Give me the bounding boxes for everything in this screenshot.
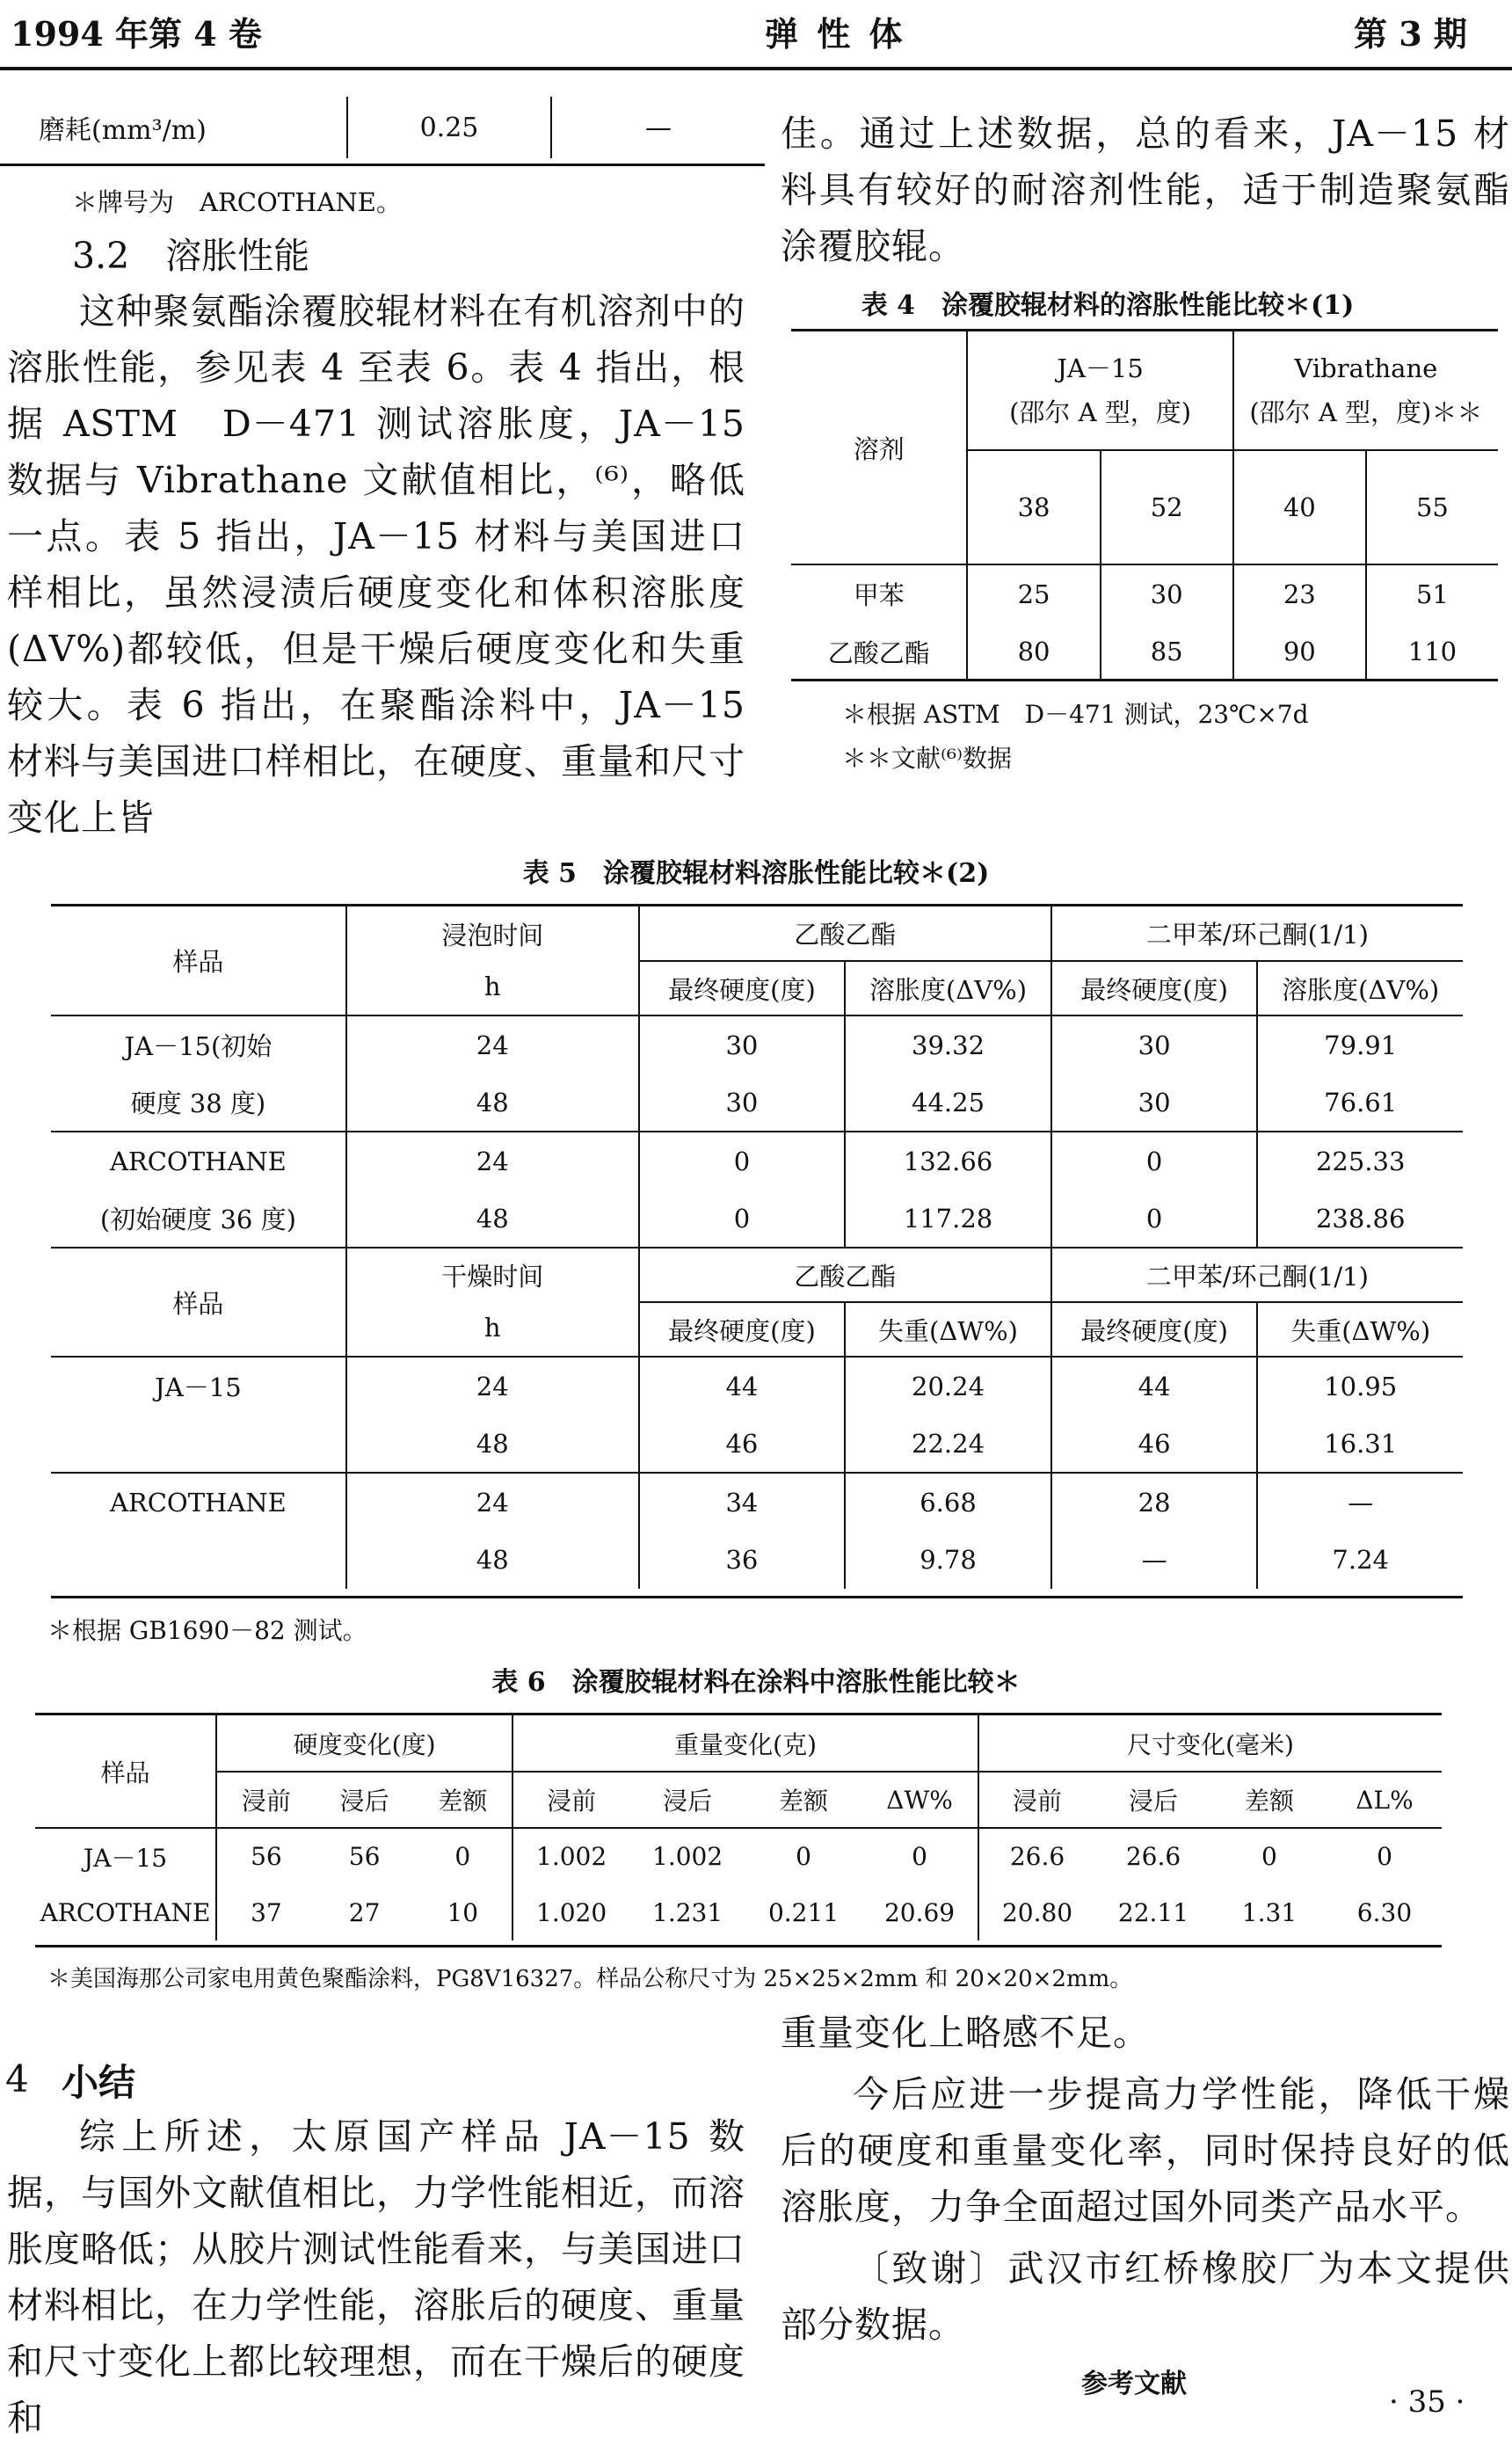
table5-cell: 30 xyxy=(1051,1074,1258,1132)
table5-swell: 溶胀度(ΔV%) xyxy=(845,961,1051,1016)
table5-sample-name: 硬度 38 度) xyxy=(51,1074,346,1132)
table5-cell: 10.95 xyxy=(1324,1371,1398,1401)
table6-cell: 0 xyxy=(861,1828,978,1884)
table5-cell: 46 xyxy=(1051,1415,1258,1473)
section-4-title: 小结 xyxy=(62,2061,136,2104)
table5-final-hardness: 最终硬度(度) xyxy=(1051,961,1258,1016)
table6-cell: 26.6 xyxy=(1009,1842,1065,1871)
table5-cell: 24 xyxy=(346,1473,639,1531)
table5-final-hardness: 最终硬度(度) xyxy=(639,1302,846,1357)
table4-cell: 85 xyxy=(1101,622,1233,681)
table6-cell: 22.11 xyxy=(1117,1897,1189,1927)
table5-cell: — xyxy=(1051,1531,1258,1589)
table6-cell: 37 xyxy=(251,1897,282,1927)
table5-note: ＊根据 GB1690－82 测试。 xyxy=(47,1616,367,1645)
table6-cell: 0 xyxy=(1261,1842,1277,1871)
table5-cell: — xyxy=(1348,1487,1374,1518)
table6-cell: 0 xyxy=(1377,1842,1392,1871)
references-heading: 参考文献 xyxy=(1081,2369,1187,2399)
table5-dry-time-unit: h xyxy=(483,1313,501,1343)
table5-weight-loss: 失重(ΔW%) xyxy=(845,1302,1051,1357)
table6-col-after: 浸后 xyxy=(316,1772,414,1828)
table6-cell: 0 xyxy=(796,1842,811,1871)
table5-cell: 48 xyxy=(346,1190,639,1248)
table4-caption: 表 4 涂覆胶辊材料的溶胀性能比较＊(1) xyxy=(861,290,1355,321)
header-volume: 1994 年第 4 卷 xyxy=(11,14,262,54)
table6-cell: 20.69 xyxy=(861,1884,978,1940)
table6-cell: JA－15 xyxy=(35,1828,216,1884)
table5-cell: 16.31 xyxy=(1324,1428,1398,1459)
table-row xyxy=(51,1190,1463,1248)
table6-cell: 1.31 xyxy=(1241,1897,1298,1927)
table6-cell: 20.80 xyxy=(1001,1897,1073,1927)
table6-hardness-group: 硬度变化(度) xyxy=(216,1715,512,1772)
table4-ja15-header: JA－15 xyxy=(1057,353,1144,383)
table5-soak-time-unit: h xyxy=(483,971,501,1001)
abrasion-label: 磨耗(mm³/m) xyxy=(0,97,347,158)
table5-solvent-1: 乙酸乙酯 xyxy=(639,1248,1051,1302)
table5-cell: 0 xyxy=(1051,1132,1258,1190)
table5-final-hardness: 最终硬度(度) xyxy=(639,961,846,1016)
table4-hardness: 52 xyxy=(1101,450,1233,564)
table5-cell: 20.24 xyxy=(845,1357,1051,1415)
table5-cell: 48 xyxy=(346,1415,639,1473)
table-row xyxy=(51,1074,1463,1132)
paragraph-conclusion-part: 佳。通过上述数据，总的看来，JA－15 材料具有较好的耐溶剂性能，适于制造聚氨酯涂覆胶辊。 xyxy=(781,113,1510,267)
table5-soak-time-header: 浸泡时间 xyxy=(441,920,544,950)
table5-cell: 30 xyxy=(1051,1016,1258,1074)
table5-cell: 48 xyxy=(346,1074,639,1132)
table6-cell: 0.211 xyxy=(767,1897,840,1927)
table4-cell: 23 xyxy=(1233,564,1366,622)
table6-cell: 10 xyxy=(413,1884,512,1940)
table6-cell: 0 xyxy=(413,1828,512,1884)
paragraph-summary: 综上所述，太原国产样品 JA－15 数据，与国外文献值相比，力学性能相近，而溶胀度略低；从胶片测试性能看来，与美国进口材料相比，在力学性能，溶胀后的硬度、重量和尺寸变化上都比较理想，而在干燥后的硬度和 xyxy=(7,2115,745,2439)
table5-weight-loss: 失重(ΔW%) xyxy=(1257,1302,1463,1357)
table4-note-2: ＊＊文献⁽⁶⁾数据 xyxy=(842,744,1012,773)
table5-solvent-1: 乙酸乙酯 xyxy=(639,906,1051,961)
table6-cell: 6.30 xyxy=(1356,1897,1413,1927)
table4-hardness: 38 xyxy=(967,450,1100,564)
table5-dry-time-header: 干燥时间 xyxy=(441,1262,544,1292)
abrasion-value-1: 0.25 xyxy=(347,97,551,158)
table5-cell: 0 xyxy=(639,1190,846,1248)
table-row xyxy=(51,1016,1463,1074)
table5-cell: 48 xyxy=(346,1531,639,1589)
abrasion-value-2: — xyxy=(644,112,672,143)
paragraph-summary-continued: 重量变化上略感不足。 xyxy=(781,2012,1150,2054)
table5-cell: 0 xyxy=(1051,1190,1258,1248)
table5-cell: 36 xyxy=(639,1531,846,1589)
table5-cell: 24 xyxy=(346,1357,639,1415)
table5-solvent-2: 二甲苯/环己酮(1/1) xyxy=(1051,906,1463,961)
table6-cell: 1.231 xyxy=(652,1897,723,1927)
table6-col-after: 浸后 xyxy=(1095,1772,1211,1828)
table5-final-hardness: 最终硬度(度) xyxy=(1051,1302,1258,1357)
table5-cell: 44 xyxy=(639,1357,846,1415)
table6-size-group: 尺寸变化(毫米) xyxy=(978,1715,1442,1772)
table-row xyxy=(791,622,1498,681)
table6-cell: 27 xyxy=(348,1897,381,1927)
table5-cell: 9.78 xyxy=(845,1531,1051,1589)
table-row xyxy=(51,1415,1463,1473)
header-issue: 第 3 期 xyxy=(1354,14,1467,54)
table-abrasion-fragment xyxy=(0,97,765,158)
table6-cell: 1.002 xyxy=(536,1842,607,1871)
table5-cell: 117.28 xyxy=(845,1190,1051,1248)
table5-cell: 22.24 xyxy=(845,1415,1051,1473)
page-number: · 35 · xyxy=(1389,2384,1465,2420)
table5-cell: 0 xyxy=(639,1132,846,1190)
table5-solvent-2: 二甲苯/环己酮(1/1) xyxy=(1051,1248,1463,1302)
header-rule xyxy=(0,67,1512,70)
table4-cell: 90 xyxy=(1233,622,1366,681)
table4-ja15-unit: (邵尔 A 型，度) xyxy=(1009,397,1192,427)
table4-cell: 51 xyxy=(1415,579,1449,609)
table6-cell: 56 xyxy=(251,1842,282,1871)
table5-cell: 46 xyxy=(639,1415,846,1473)
table5-cell: 79.91 xyxy=(1324,1030,1398,1060)
table5-sample-name: ARCOTHANE xyxy=(51,1473,346,1531)
table-row xyxy=(791,564,1498,622)
table4-cell: 110 xyxy=(1407,637,1457,666)
table4-note-1: ＊根据 ASTM D－471 测试，23℃×7d xyxy=(842,700,1309,729)
table4 xyxy=(791,331,1498,681)
table-row xyxy=(51,1357,1463,1415)
table-row xyxy=(51,1531,1463,1589)
table6-cell: ARCOTHANE xyxy=(35,1884,216,1940)
table4-cell: 80 xyxy=(967,622,1100,681)
table6 xyxy=(35,1715,1442,1940)
table4-cell: 甲苯 xyxy=(791,564,967,622)
table5-cell: 30 xyxy=(639,1074,846,1132)
table5-sample-name: (初始硬度 36 度) xyxy=(51,1190,346,1248)
table4-vibrathane-header: Vibrathane xyxy=(1294,353,1438,383)
section-3-2-title: 3.2 溶胀性能 xyxy=(72,235,310,277)
table6-col-before: 浸前 xyxy=(512,1772,629,1828)
table4-hardness: 40 xyxy=(1233,450,1366,564)
table-row xyxy=(51,1473,1463,1531)
table4-cell: 30 xyxy=(1101,564,1233,622)
table6-caption: 表 6 涂覆胶辊材料在涂料中溶胀性能比较＊ xyxy=(491,1667,1021,1698)
table5-sample-header: 样品 xyxy=(51,906,346,1016)
table5-swell: 溶胀度(ΔV%) xyxy=(1257,961,1463,1016)
table5-sample-name: JA－15(初始 xyxy=(51,1016,346,1074)
header-journal-title: 弹 性 体 xyxy=(765,14,906,54)
table6-cell: 1.020 xyxy=(536,1897,607,1927)
table6-col-before: 浸前 xyxy=(978,1772,1095,1828)
paragraph-acknowledgement: 〔致谢〕武汉市红桥橡胶厂为本文提供部分数据。 xyxy=(781,2247,1510,2346)
table6-cell: 1.002 xyxy=(652,1842,723,1871)
table-row xyxy=(35,1828,1442,1884)
table4-vibrathane-unit: (邵尔 A 型，度)＊＊ xyxy=(1249,397,1483,427)
table4-cell: 25 xyxy=(967,564,1100,622)
table6-col-diff: 差额 xyxy=(1211,1772,1327,1828)
note-brand: ＊牌号为 ARCOTHANE。 xyxy=(72,187,402,217)
table-row xyxy=(51,1132,1463,1190)
table5-cell: 44.25 xyxy=(845,1074,1051,1132)
table5-cell: 225.33 xyxy=(1315,1146,1406,1176)
table5-cell: 44 xyxy=(1051,1357,1258,1415)
table5-cell: 28 xyxy=(1051,1473,1258,1531)
table6-cell: 26.6 xyxy=(1125,1842,1181,1871)
table6-col-dw: ΔW% xyxy=(861,1772,978,1828)
paragraph-swelling: 这种聚氨酯涂覆胶辊材料在有机溶剂中的溶胀性能，参见表 4 至表 6。表 4 指出，根据 ASTM D－471 测试溶胀度，JA－15 数据与 Vibrathane 文献值相比，⁽⁶⁾，略低一点。表 5 指出，JA－15 材料与美国进口样相比，虽然浸渍后硬度变化和体积溶胀度(ΔV%)都较低，但是干燥后硬度变化和失重较大。表 6 指出，在聚酯涂料中，JA－15 材料与美国进口样相比，在硬度、重量和尺寸变化上皆 xyxy=(7,290,745,839)
table5-sample-name: JA－15 xyxy=(51,1357,346,1415)
table-row xyxy=(35,1884,1442,1940)
table5-caption: 表 5 涂覆胶辊材料溶胀性能比较＊(2) xyxy=(522,858,990,889)
table5-cell: 76.61 xyxy=(1324,1087,1398,1117)
table5-cell: 238.86 xyxy=(1315,1203,1406,1234)
table5-cell: 6.68 xyxy=(845,1473,1051,1531)
table5-cell: 7.24 xyxy=(1332,1545,1389,1575)
table6-note: ＊美国海那公司家电用黄色聚酯涂料，PG8V16327。样品公称尺寸为 25×25×2mm 和 20×20×2mm。 xyxy=(47,1966,1133,1992)
table5-sample-name: ARCOTHANE xyxy=(51,1132,346,1190)
table5-cell: 132.66 xyxy=(845,1132,1051,1190)
section-4-number: 4 xyxy=(5,2057,29,2100)
table6-sample-header: 样品 xyxy=(35,1715,216,1828)
table5-cell: 30 xyxy=(639,1016,846,1074)
table4-cell: 乙酸乙酯 xyxy=(791,622,967,681)
table5-cell: 34 xyxy=(639,1473,846,1531)
table6-col-diff: 差额 xyxy=(745,1772,861,1828)
table5 xyxy=(51,906,1463,1589)
table4-solvent-header: 溶剂 xyxy=(791,331,967,564)
table6-col-diff: 差额 xyxy=(413,1772,512,1828)
table5-cell: 24 xyxy=(346,1016,639,1074)
table5-cell: 39.32 xyxy=(845,1016,1051,1074)
table5-cell: 24 xyxy=(346,1132,639,1190)
table6-col-before: 浸前 xyxy=(216,1772,316,1828)
table4-hardness: 55 xyxy=(1366,450,1498,564)
paragraph-future-work: 今后应进一步提高力学性能，降低干燥后的硬度和重量变化率，同时保持良好的低溶胀度，力争全面超过国外同类产品水平。 xyxy=(781,2073,1510,2228)
table6-weight-group: 重量变化(克) xyxy=(512,1715,978,1772)
table6-cell: 56 xyxy=(348,1842,381,1871)
table5-sample-header: 样品 xyxy=(51,1248,346,1357)
table6-col-dl: ΔL% xyxy=(1327,1772,1442,1828)
table6-col-after: 浸后 xyxy=(629,1772,745,1828)
